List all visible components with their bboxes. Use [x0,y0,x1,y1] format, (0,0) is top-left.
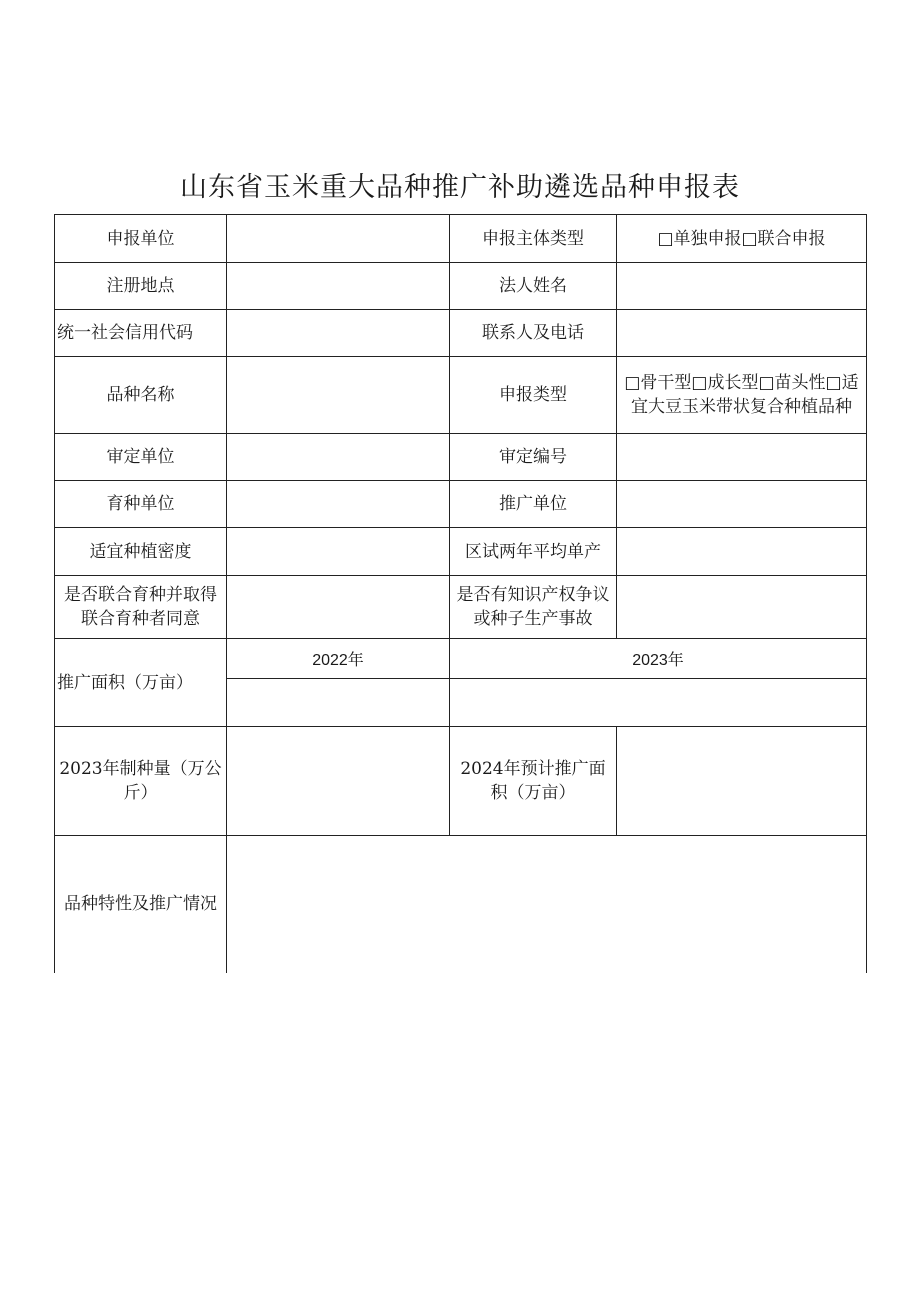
promotion-area-2022-field[interactable] [227,679,450,727]
page-title: 山东省玉米重大品种推广补助遴选品种申报表 [180,172,740,203]
registered-address-field[interactable] [227,263,450,310]
legal-rep-name-field[interactable] [617,263,867,310]
table-row [55,639,867,679]
label-variety-characteristics: 品种特性及推广情况 [55,836,227,973]
entity-type-checkboxes[interactable]: □单独申报□联合申报 [617,215,867,263]
application-type-checkboxes[interactable]: □骨干型□成长型□苗头性□适宜大豆玉米带状复合种植品种 [617,357,867,434]
label-credit-code: 统一社会信用代码 [55,310,227,357]
table-row [55,576,867,639]
table-row [55,263,867,310]
contact-phone-field[interactable] [617,310,867,357]
label-application-type: 申报类型 [450,357,617,434]
label-promotion-unit: 推广单位 [450,481,617,528]
label-regional-trial-yield: 区试两年平均单产 [450,528,617,576]
header-year-2022: 2022年 [227,639,450,679]
promotion-area-2023-field[interactable] [450,679,867,727]
regional-trial-yield-field[interactable] [617,528,867,576]
table-row [55,357,867,434]
approval-unit-field[interactable] [227,434,450,481]
label-applicant-unit: 申报单位 [55,215,227,263]
label-entity-type: 申报主体类型 [450,215,617,263]
planting-density-field[interactable] [227,528,450,576]
variety-name-field[interactable] [227,357,450,434]
table-row [55,836,867,973]
table-row [55,215,867,263]
ip-dispute-field[interactable] [617,576,867,639]
breeding-unit-field[interactable] [227,481,450,528]
label-seed-production-2023: 2023年制种量（万公斤） [55,727,227,836]
label-ip-dispute: 是否有知识产权争议或种子生产事故 [450,576,617,639]
label-legal-rep-name: 法人姓名 [450,263,617,310]
approval-number-field[interactable] [617,434,867,481]
joint-breeding-consent-field[interactable] [227,576,450,639]
application-form-table [54,214,867,973]
table-row [55,434,867,481]
credit-code-field[interactable] [227,310,450,357]
label-promotion-area: 推广面积（万亩） [55,639,227,727]
label-breeding-unit: 育种单位 [55,481,227,528]
label-registered-address: 注册地点 [55,263,227,310]
table-row [55,310,867,357]
expected-area-2024-field[interactable] [617,727,867,836]
label-approval-number: 审定编号 [450,434,617,481]
table-row [55,727,867,836]
seed-production-2023-field[interactable] [227,727,450,836]
label-joint-breeding-consent: 是否联合育种并取得联合育种者同意 [55,576,227,639]
header-year-2023: 2023年 [450,639,867,679]
label-variety-name: 品种名称 [55,357,227,434]
label-expected-area-2024: 2024年预计推广面积（万亩） [450,727,617,836]
label-planting-density: 适宜种植密度 [55,528,227,576]
label-contact-phone: 联系人及电话 [450,310,617,357]
table-row [55,528,867,576]
label-approval-unit: 审定单位 [55,434,227,481]
table-row [55,481,867,528]
applicant-unit-field[interactable] [227,215,450,263]
variety-characteristics-field[interactable] [227,836,867,973]
promotion-unit-field[interactable] [617,481,867,528]
